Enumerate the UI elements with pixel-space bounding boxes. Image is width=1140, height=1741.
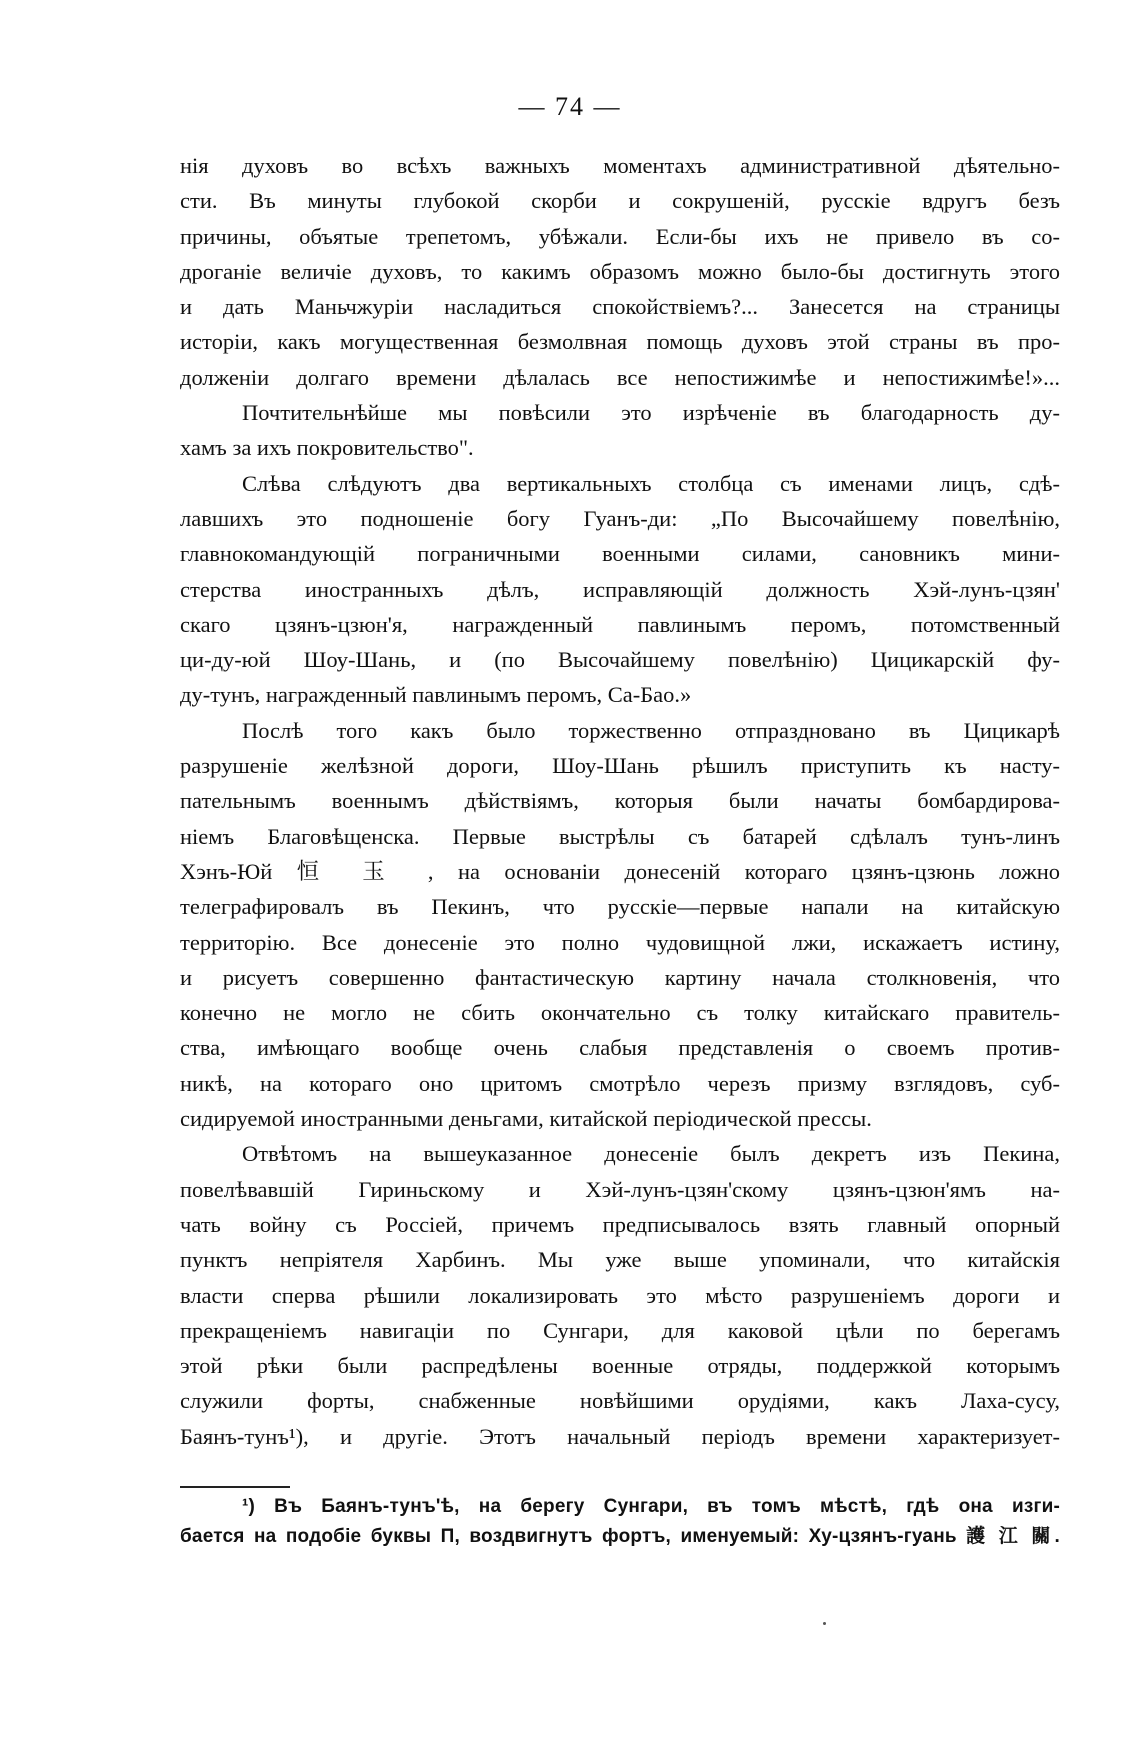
text-line: конечно не могло не сбить окончательно съ толку китайскаго правитель-: [180, 1000, 1060, 1026]
text-line: ци-ду-юй Шоу-Шань, и (по Высочайшему повелѣнію) Цицикарскій фу-: [180, 647, 1060, 673]
footnotes: [180, 1492, 1060, 1552]
page-number: — 74 —: [518, 92, 622, 121]
text-line: Почтительнѣйше мы повѣсили это изрѣченіе въ благодарность ду-: [242, 400, 1060, 426]
text-line: прекращеніемъ навигаціи по Сунгари, для каковой цѣли по берегамъ: [180, 1317, 1060, 1343]
body-text: [180, 148, 1060, 1454]
text-line: повелѣвавшій Гириньскому и Хэй-лунъ-цзян'скому цзянъ-цзюн'ямъ на-: [180, 1176, 1060, 1202]
text-line: хамъ за ихъ покровительство".: [180, 435, 474, 461]
text-line: территорію. Все донесеніе это полно чудовищной лжи, искажаетъ истину,: [180, 929, 1060, 955]
text-line: скаго цзянъ-цзюн'я, награжденный павлинымъ перомъ, потомственный: [180, 611, 1060, 637]
text-line: сти. Въ минуты глубокой скорби и сокрушеній, русскіе вдругъ безъ: [180, 188, 1060, 214]
text-line: и рисуетъ совершенно фантастическую картину начала столкновенія, что: [180, 964, 1060, 990]
text-line: сидируемой иностранными деньгами, китайской періодической прессы.: [180, 1106, 872, 1132]
text-line: Хэнъ-Юй 恒 玉 , на основаніи донесеній котораго цзянъ-цзюнь ложно: [180, 858, 1060, 884]
text-line: ду-тунъ, награжденный павлинымъ перомъ, Са-Бао.»: [180, 682, 692, 708]
text-line: Баянъ-тунъ¹), и другіе. Этотъ начальный періодъ времени характеризует-: [180, 1423, 1060, 1449]
text-line: никѣ, на котораго оно цритомъ смотрѣло черезъ призму взглядовъ, суб-: [180, 1070, 1060, 1096]
text-line: лавшихъ это подношеніе богу Гуанъ-ди: „По Высочайшему повелѣнію,: [180, 505, 1060, 531]
text-line: и дать Маньчжуріи насладиться спокойствіемъ?... Занесется на страницы: [180, 294, 1060, 320]
text-line: стерства иностранныхъ дѣлъ, исправляющій должность Хэй-лунъ-цзян': [180, 576, 1060, 602]
footnote-divider: [180, 1486, 290, 1488]
text-line: дроганіе величіе духовъ, то какимъ образомъ можно было-бы достигнуть этого: [180, 258, 1060, 284]
text-line: разрушеніе желѣзной дороги, Шоу-Шань рѣшилъ приступить къ насту-: [180, 753, 1060, 779]
text-line: Отвѣтомъ на вышеуказанное донесеніе былъ декретъ изъ Пекина,: [242, 1141, 1060, 1167]
text-line: исторіи, какъ могущественная безмолвная помощь духовъ этой страны въ про-: [180, 329, 1060, 355]
text-line: служили форты, снабженные новѣйшими орудіями, какъ Лаха-сусу,: [180, 1388, 1060, 1414]
scan-speck: [823, 1622, 826, 1625]
text-line: долженіи долгаго времени дѣлалась все непостижимѣе и непостижимѣе!»...: [180, 364, 1060, 390]
text-line: Послѣ того какъ было торжественно отпраздновано въ Цицикарѣ: [242, 717, 1060, 743]
text-line: ства, имѣющаго вообще очень слабыя представленія о своемъ против-: [180, 1035, 1060, 1061]
text-line: пательнымъ военнымъ дѣйствіямъ, которыя были начаты бомбардирова-: [180, 788, 1060, 814]
text-line: нія духовъ во всѣхъ важныхъ моментахъ административной дѣятельно-: [180, 153, 1060, 178]
footnote-line: ¹) Въ Баянъ-тунъ'ѣ, на берегу Сунгари, въ томъ мѣстѣ, гдѣ она изги-: [242, 1496, 1060, 1517]
text-line: чать войну съ Россіей, причемъ предписывалось взять главный опорный: [180, 1211, 1060, 1237]
text-line: ніемъ Благовѣщенска. Первые выстрѣлы съ батарей сдѣлалъ тунъ-линъ: [180, 823, 1060, 849]
text-line: пунктъ непріятеля Харбинъ. Мы уже выше упоминали, что китайскія: [180, 1247, 1060, 1273]
text-line: причины, объятые трепетомъ, убѣжали. Если-бы ихъ не привело въ со-: [180, 223, 1060, 249]
text-line: власти сперва рѣшили локализировать это мѣсто разрушеніемъ дороги и: [180, 1282, 1060, 1308]
footnote-line: бается на подобіе буквы П, воздвигнутъ фортъ, именуемый: Ху-цзянъ-гуань 護 江 關.: [180, 1526, 1060, 1547]
text-line: телеграфировалъ въ Пекинъ, что русскіе—первые напали на китайскую: [180, 894, 1060, 920]
text-line: этой рѣки были распредѣлены военные отряды, поддержкой которымъ: [180, 1353, 1060, 1379]
text-line: Слѣва слѣдуютъ два вертикальныхъ столбца съ именами лицъ, сдѣ-: [242, 470, 1060, 496]
text-line: главнокомандующій пограничными военными силами, сановникъ мини-: [180, 541, 1060, 567]
